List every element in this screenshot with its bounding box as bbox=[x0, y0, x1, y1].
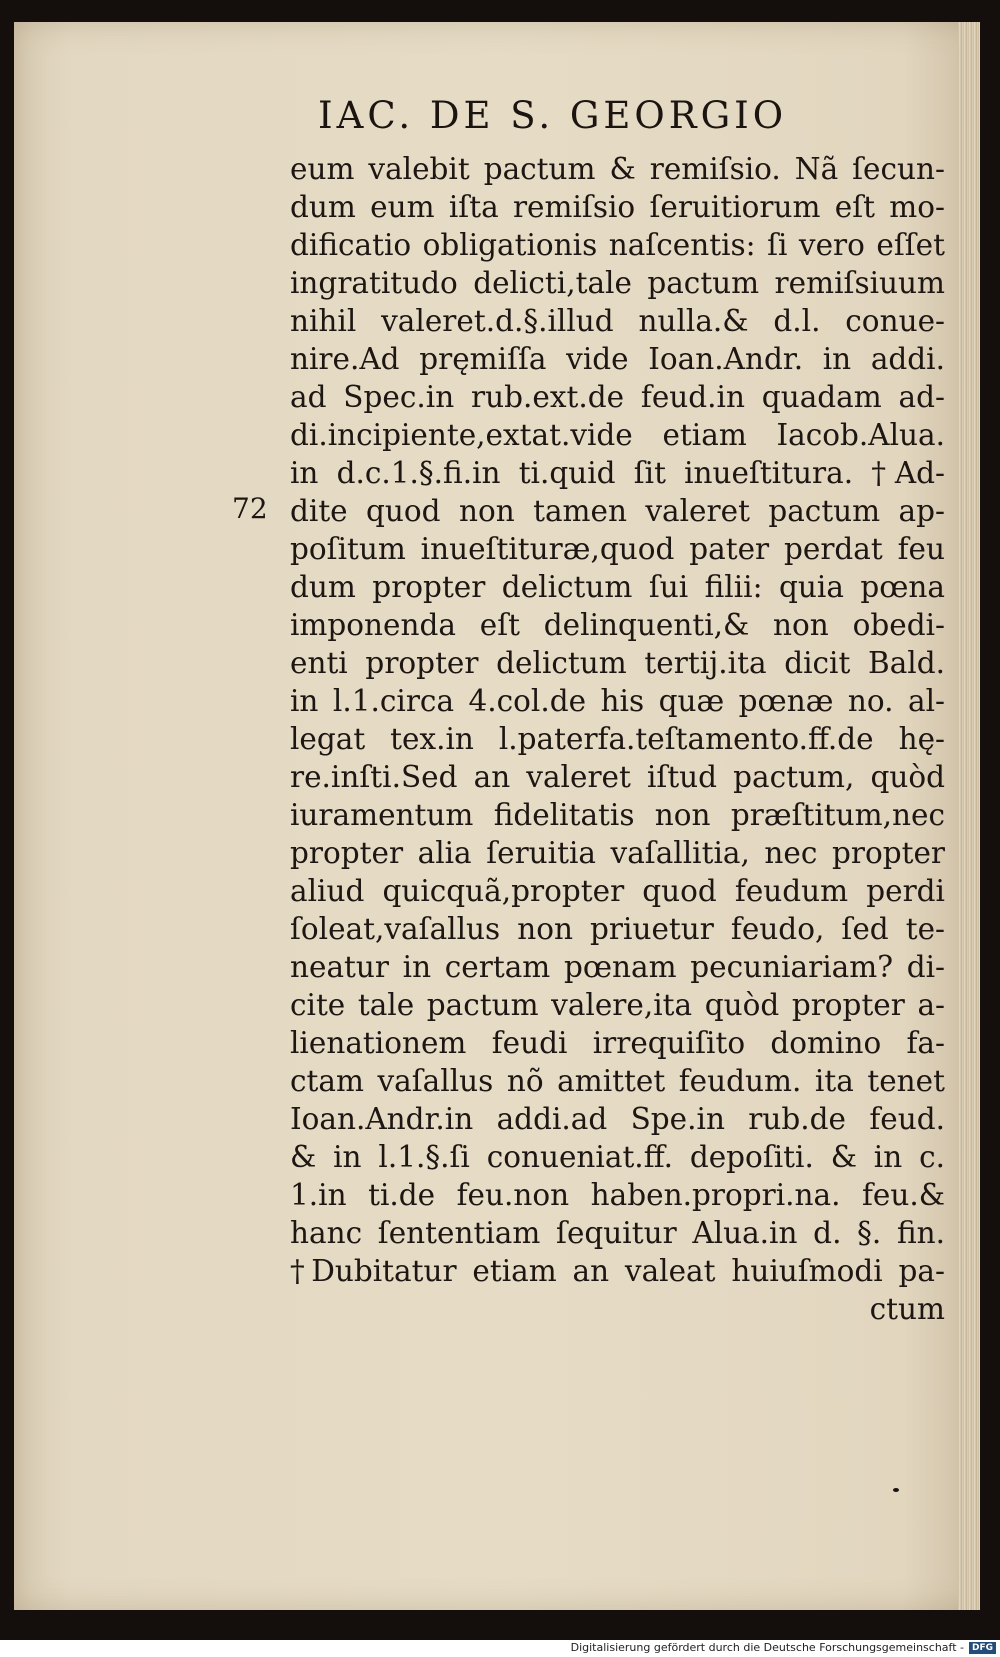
dfg-logo: DFG bbox=[969, 1642, 996, 1654]
text-line: dum eum iſta remiſsio ſeruitiorum eſt mo- bbox=[290, 190, 945, 224]
text-line: & in l.1.§.ſi conueniat.ff. depoſiti. & in c. bbox=[290, 1140, 945, 1174]
text-line: iuramentum fidelitatis non præſtitum,nec bbox=[290, 798, 945, 832]
text-line: legat tex.in l.paterfa.teſtamento.ff.de hę- bbox=[290, 722, 945, 756]
text-line: poſitum inueſtituræ,quod pater perdat feu bbox=[290, 532, 945, 566]
text-line: ingratitudo delicti,tale pactum remiſsiuum bbox=[290, 266, 945, 300]
ink-speck bbox=[893, 1488, 899, 1492]
text-line: propter alia ſeruitia vaſallitia, nec propter bbox=[290, 836, 945, 870]
text-line: nire.Ad pręmiſſa vide Ioan.Andr. in addi. bbox=[290, 342, 945, 376]
text-line: eum valebit pactum & remiſsio. Nã ſecun- bbox=[290, 152, 945, 186]
text-line: Ioan.Andr.in addi.ad Spe.in rub.de feud. bbox=[290, 1102, 945, 1136]
text-line: 1.in ti.de feu.non haben.propri.na. feu.& bbox=[290, 1178, 945, 1212]
margin-number: 72 bbox=[232, 492, 268, 525]
digitization-credit: Digitalisierung gefördert durch die Deutsche Forschungsgemeinschaft - bbox=[570, 1641, 964, 1654]
page-fore-edge bbox=[958, 22, 980, 1610]
text-line: imponenda eſt delinquenti,& non obedi- bbox=[290, 608, 945, 642]
digitization-footer bbox=[0, 1640, 1000, 1657]
text-line: ctam vaſallus nõ amittet feudum. ita tenet bbox=[290, 1064, 945, 1098]
text-line: nihil valeret.d.§.illud nulla.& d.l. conue- bbox=[290, 304, 945, 338]
text-line: in d.c.1.§.fi.in ti.quid ſit inueſtitura. †Ad- bbox=[290, 456, 945, 490]
text-line: ſoleat,vaſallus non priuetur feudo, ſed te- bbox=[290, 912, 945, 946]
text-line: dite quod non tamen valeret pactum ap- bbox=[290, 494, 945, 528]
text-line: lienationem feudi irrequiſito domino fa- bbox=[290, 1026, 945, 1060]
text-line: †Dubitatur etiam an valeat huiuſmodi pa- bbox=[290, 1254, 945, 1288]
catchword: ctum bbox=[869, 1292, 945, 1326]
running-head: IAC. DE S. GEORGIO bbox=[318, 94, 788, 137]
text-line: neatur in certam pœnam pecuniariam? di- bbox=[290, 950, 945, 984]
body-text bbox=[290, 150, 945, 1328]
text-line: aliud quicquã,propter quod feudum perdi bbox=[290, 874, 945, 908]
text-line: enti propter delictum tertij.ita dicit Bald. bbox=[290, 646, 945, 680]
text-line: di.incipiente,extat.vide etiam Iacob.Alua. bbox=[290, 418, 945, 452]
text-line: hanc ſententiam ſequitur Alua.in d. §. fin. bbox=[290, 1216, 945, 1250]
text-line: in l.1.circa 4.col.de his quæ pœnæ no. al- bbox=[290, 684, 945, 718]
text-line: dum propter delictum ſui filii: quia pœna bbox=[290, 570, 945, 604]
text-line: ad Spec.in rub.ext.de feud.in quadam ad- bbox=[290, 380, 945, 414]
text-line: cite tale pactum valere,ita quòd propter a- bbox=[290, 988, 945, 1022]
text-line: re.inſti.Sed an valeret iſtud pactum, quòd bbox=[290, 760, 945, 794]
text-line: dificatio obligationis naſcentis: ſi vero eſſet bbox=[290, 228, 945, 262]
